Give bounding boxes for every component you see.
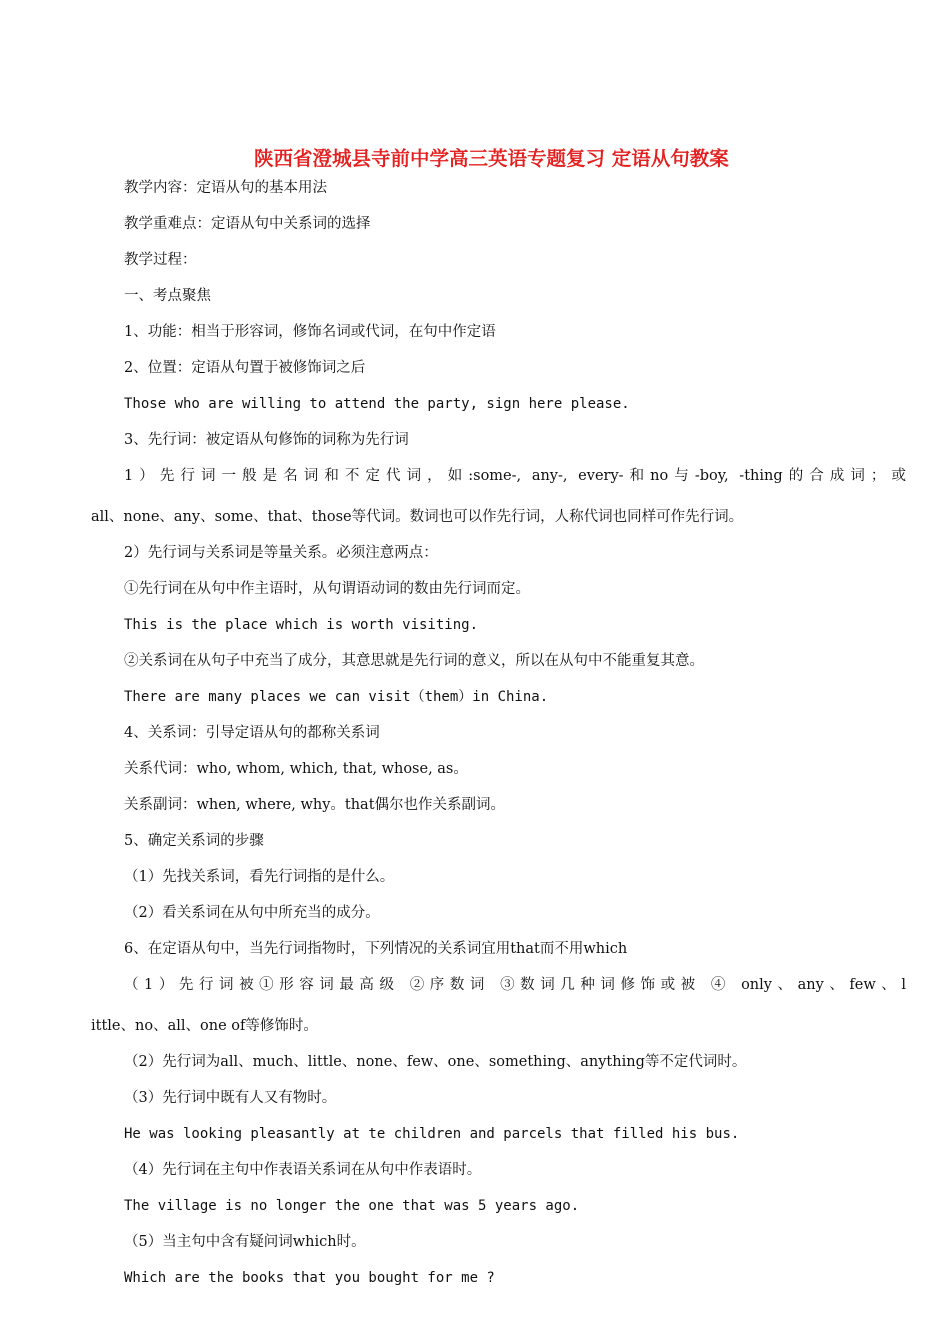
- case-1: （1）先行词被①形容词最高级 ②序数词 ③数词几种词修饰或被 ④ only、any、few、l: [124, 977, 906, 993]
- antecedent-note-1: 1）先行词一般是名词和不定代词，如:some-, any-, every-和no与-boy, -thing的合成词；或: [124, 468, 906, 484]
- example-sentence: The village is no longer the one that was 5 years ago.: [124, 1198, 580, 1214]
- antecedent-note-1-cont: all、none、any、some、that、those等代词。数词也可以作先行词，人称代词也同样可作先行词。: [91, 509, 744, 525]
- relative-pronouns: 关系代词：who, whom, which, that, whose, as。: [124, 761, 468, 777]
- step-1: （1）先找关系词，看先行词指的是什么。: [124, 869, 395, 885]
- point-steps: 5、确定关系词的步骤: [124, 833, 264, 849]
- case-4: （4）先行词在主句中作表语关系词在从句中作表语时。: [124, 1162, 482, 1178]
- section-heading: 一、考点聚焦: [124, 288, 211, 304]
- document-title: 陕西省澄城县寺前中学高三英语专题复习 定语从句教案: [254, 147, 729, 170]
- antecedent-rule-2: ②关系词在从句子中充当了成分，其意思就是先行词的意义，所以在从句中不能重复其意。: [124, 653, 704, 669]
- case-3: （3）先行词中既有人又有物时。: [124, 1090, 337, 1106]
- example-sentence: Those who are willing to attend the party, sign here please.: [124, 396, 630, 412]
- case-2: （2）先行词为all、much、little、none、few、one、something、anything等不定代词时。: [124, 1054, 747, 1070]
- antecedent-note-2: 2）先行词与关系词是等量关系。必须注意两点：: [124, 545, 438, 561]
- point-that-vs-which: 6、在定语从句中，当先行词指物时，下列情况的关系词宜用that而不用which: [124, 941, 628, 957]
- antecedent-rule-1: ①先行词在从句中作主语时，从句谓语动词的数由先行词而定。: [124, 581, 530, 597]
- point-position: 2、位置：定语从句置于被修饰词之后: [124, 360, 366, 376]
- teaching-process-heading: 教学过程：: [124, 252, 197, 268]
- teaching-focus: 教学重难点：定语从句中关系词的选择: [124, 216, 371, 232]
- example-sentence: He was looking pleasantly at te children and parcels that filled his bus.: [124, 1126, 740, 1142]
- point-antecedent: 3、先行词：被定语从句修饰的词称为先行词: [124, 432, 409, 448]
- relative-adverbs: 关系副词：when, where, why。that偶尔也作关系副词。: [124, 797, 506, 813]
- point-relative-words: 4、关系词：引导定语从句的都称关系词: [124, 725, 380, 741]
- point-function: 1、功能：相当于形容词，修饰名词或代词，在句中作定语: [124, 324, 496, 340]
- case-1-cont: ittle、no、all、one of等修饰时。: [91, 1018, 318, 1034]
- example-sentence: There are many places we can visit（them）in China.: [124, 689, 549, 705]
- teaching-content: 教学内容：定语从句的基本用法: [124, 180, 327, 196]
- example-sentence: This is the place which is worth visiting.: [124, 617, 479, 633]
- example-sentence: Which are the books that you bought for me ?: [124, 1270, 495, 1286]
- case-5: （5）当主句中含有疑问词which时。: [124, 1234, 366, 1250]
- step-2: （2）看关系词在从句中所充当的成分。: [124, 905, 380, 921]
